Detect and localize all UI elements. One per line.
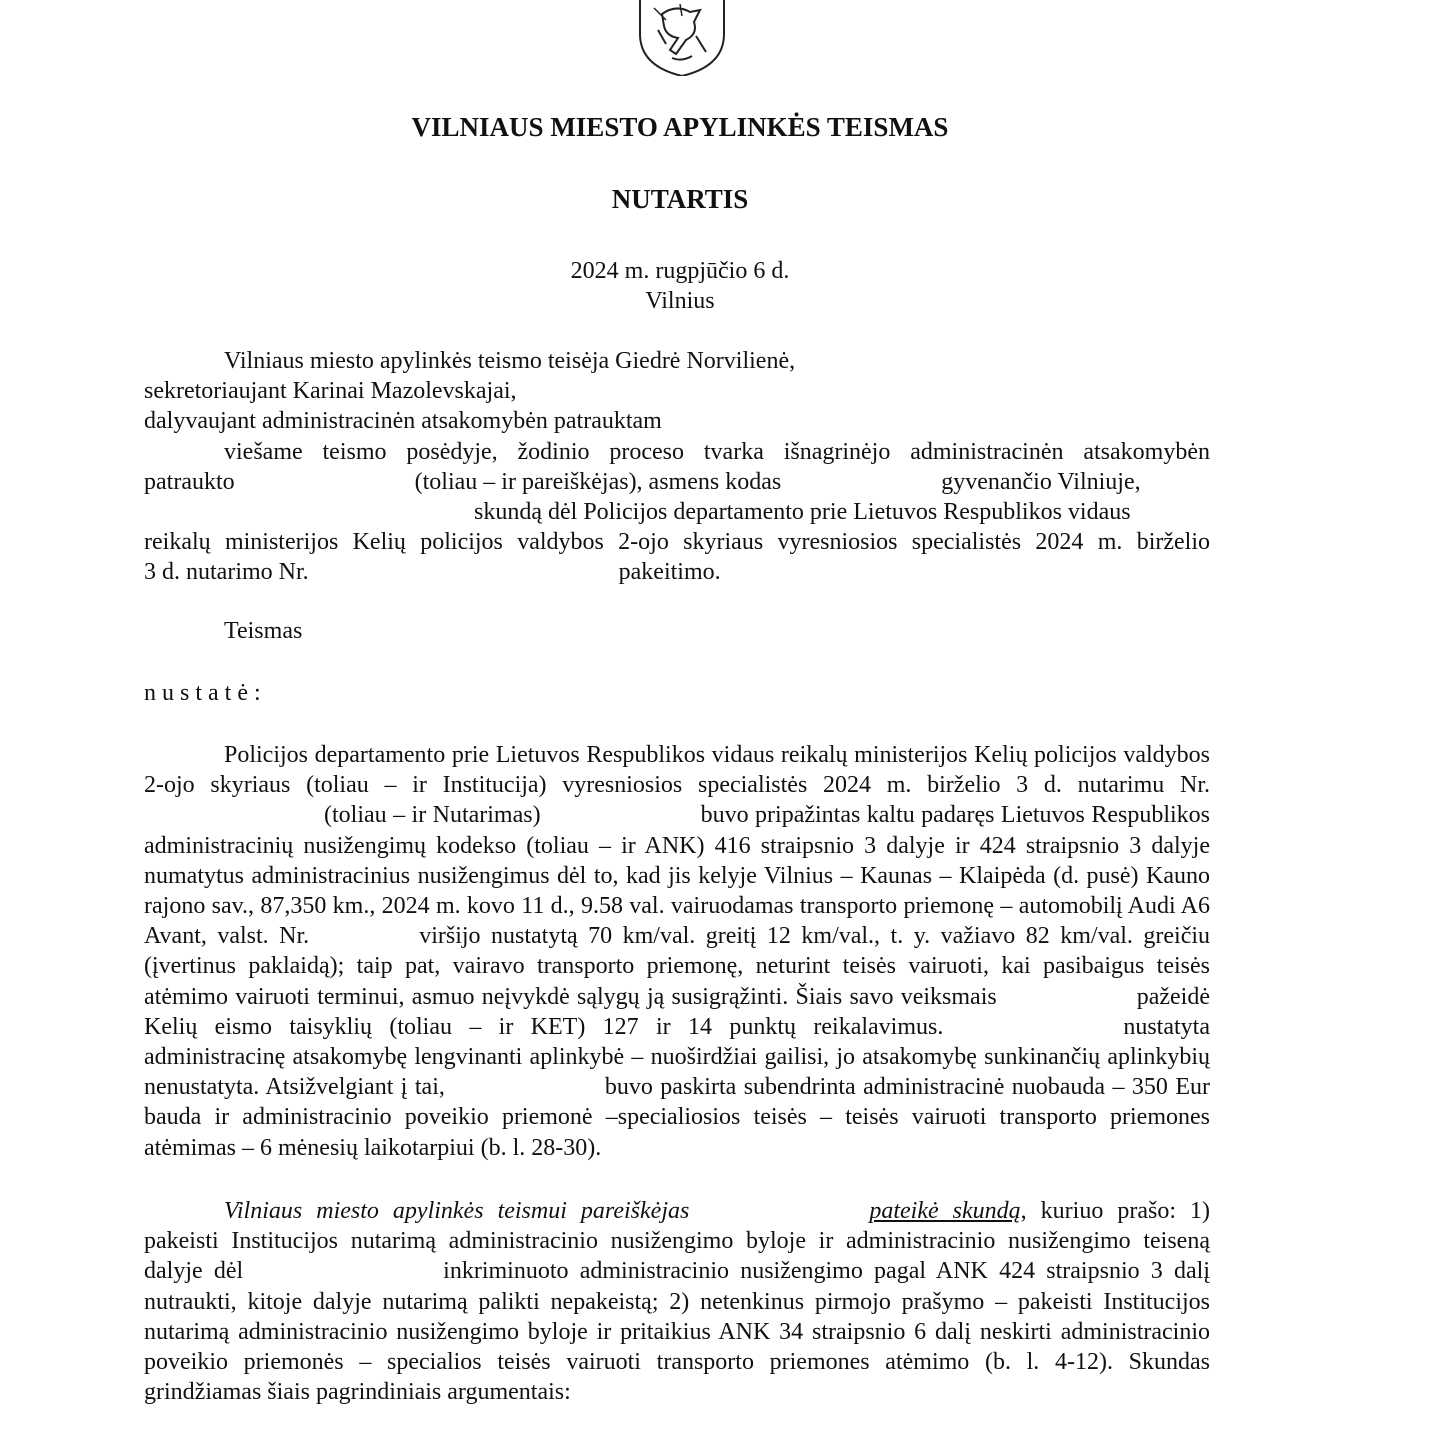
- body-text: pateikė skundą: [869, 1198, 1021, 1224]
- intro-text: patraukto: [144, 468, 235, 495]
- intro-text: (toliau – ir pareiškėjas), asmens kodas: [414, 468, 782, 495]
- intro-line: Vilniaus miesto apylinkės teismo teisėja Giedrė Norvilienė,: [224, 348, 796, 374]
- document-type: NUTARTIS: [611, 184, 749, 214]
- intro-line: dalyvaujant administracinėn atsakomybėn patrauktam: [144, 408, 662, 435]
- document-date: 2024 m. rugpjūčio 6 d.: [570, 258, 790, 284]
- court-name: VILNIAUS MIESTO APYLINKĖS TEISMAS: [411, 112, 949, 142]
- intro-text: 3 d. nutarimo Nr.: [144, 559, 309, 586]
- intro-line: viešame teismo posėdyje, žodinio proceso tvarka išnagrinėjo administracinėn atsakomybėn: [224, 438, 1210, 465]
- body-text: , kuriuo prašo: 1) pakeisti Institucijos nutarimą administracinio nusižengimo byloje ir administracinio nusižengimo teiseną dalyje dėl: [144, 1198, 1210, 1285]
- intro-line: sekretoriaujant Karinai Mazolevskajai,: [144, 378, 517, 405]
- intro-line: skundą dėl Policijos departamento prie Lietuvos Respublikos vidaus: [474, 499, 1131, 526]
- body-text: inkriminuoto administracinio nusižengimo pagal ANK 424 straipsnio 3 dalį nutraukti, kitoje dalyje nutarimą palikti nepakeistą; 2) netenkinus pirmojo prašymo – pakeisti Institucijos nutarimą administracinio nusižengimo byloje ir pritaikius ANK 34 straipsnio 6 dalį neskirti administracinio poveikio priemonės – specialios teisės vairuoti transporto priemones atėmimo (b. l. 4-12). Skundas grindžiamas šiais pagrindiniais argumentais:: [144, 1258, 1210, 1406]
- coat-of-arms-emblem: [636, 0, 728, 76]
- body-text: Policijos departamento prie Lietuvos Respublikos vidaus reikalų ministerijos Kelių policijos valdybos 2-ojo skyriaus (toliau – ir Institucija) vyresniosios specialistės 2024 m. birželio 3 d. nutarimu Nr.: [144, 742, 1210, 799]
- body-text: nustatyta administracinę atsakomybę lengvinanti aplinkybė – nuoširdžiai gailisi, jo atsakomybę sunkinančių aplinkybių nenustatyta. Atsižvelgiant į tai,: [144, 1013, 1210, 1101]
- intro-line: reikalų ministerijos Kelių policijos valdybos 2-ojo skyriaus vyresniosios specialistės 2024 m. birželio: [144, 529, 1210, 556]
- intro-text: gyvenančio Vilniuje,: [941, 468, 1141, 495]
- intro-text: pakeitimo.: [618, 559, 721, 586]
- intro-paragraph: [144, 346, 1210, 588]
- date-place-block: [0, 256, 1360, 316]
- body-text: pažeidė Kelių eismo taisyklių (toliau – ir KET) 127 ir 14 punktų reikalavimus.: [144, 983, 1210, 1040]
- body-text: (toliau – ir Nutarimas): [324, 802, 541, 829]
- body-text: Vilniaus miesto apylinkės teismui pareiškėjas: [224, 1198, 690, 1224]
- court-label: Teismas: [224, 618, 303, 644]
- body-paragraph-2: [144, 1196, 1210, 1407]
- intro-line: [144, 467, 1210, 497]
- document-place: Vilnius: [645, 288, 715, 314]
- body-text: viršijo nustatytą 70 km/val. greitį 12 km/val., t. y. važiavo 82 km/val. greičiu (įvertinus paklaidą); taip pat, vairavo transporto priemonę, neturint teisės vairuoti, kai pasibaigus teisės atėmimo vairuoti terminui, asmuo neįvykdė sąlygų ją susigrąžinti. Šiais savo veiksmais: [144, 923, 1211, 1010]
- body-text: buvo paskirta subendrinta administracinė nuobauda – 350 Eur bauda ir administracinio poveikio priemonė –specialiosios teisės – teisės vairuoti transporto priemones atėmimas – 6 mėnesių laikotarpiui (b. l. 28-30).: [144, 1074, 1211, 1161]
- intro-line: [144, 557, 1210, 587]
- body-text: buvo pripažintas kaltu padaręs Lietuvos Respublikos administracinių nusižengimų kodekso (toliau – ir ANK) 416 straipsnio 3 dalyje ir 424 straipsnio 3 dalyje numatytus administracinius nusižengimus dėl to, kad jis kelyje Vilnius – Kaunas – Klaipėda (d. pusė) Kauno rajono sav., 87,350 km., 2024 m. kovo 11 d., 9.58 val. vairuodamas transporto priemonę – automobilį Audi A6 Avant, valst. Nr.: [144, 802, 1211, 950]
- established-label: nustatė:: [144, 680, 267, 706]
- body-paragraph-1: [144, 740, 1210, 1163]
